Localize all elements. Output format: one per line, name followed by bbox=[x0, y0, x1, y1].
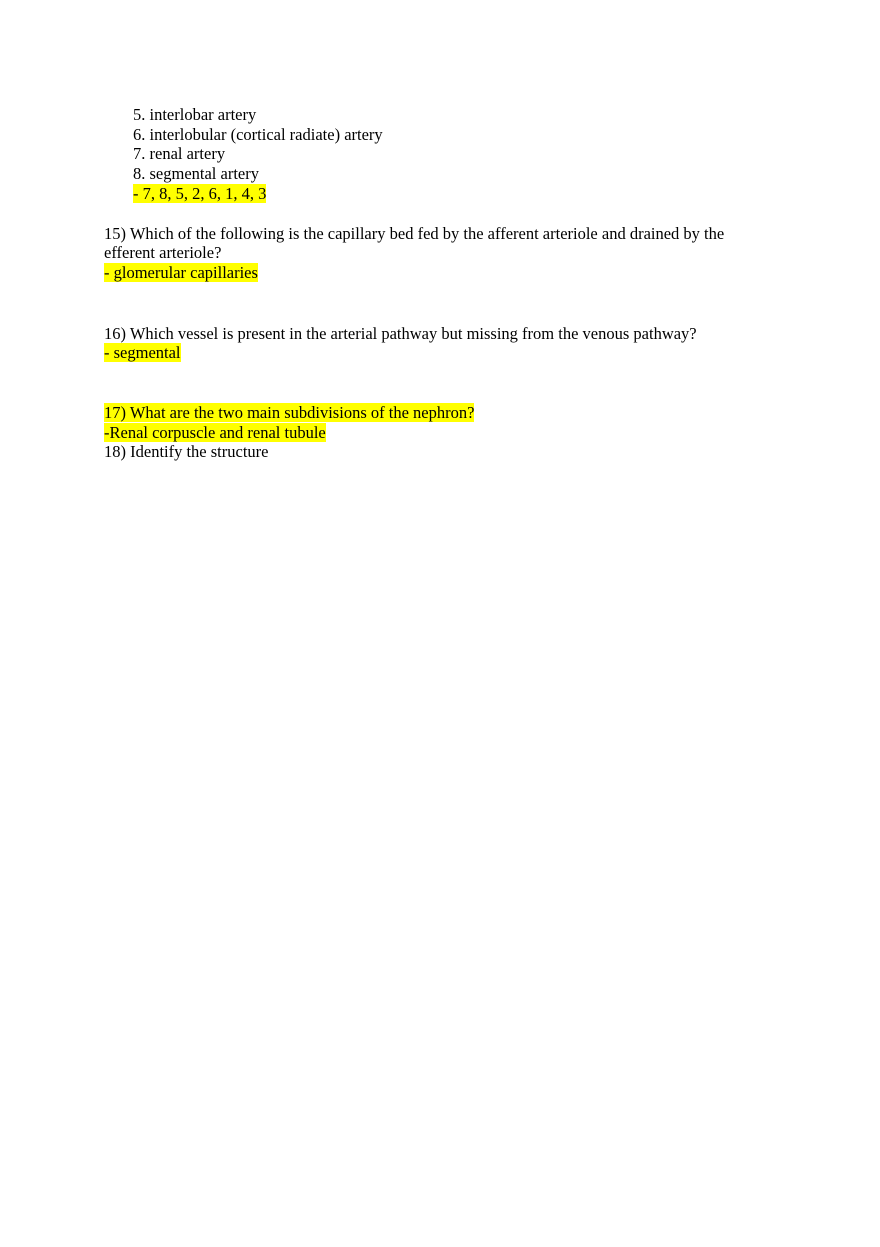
question-15-line-2: efferent arteriole? bbox=[104, 243, 222, 262]
question-15-line-1: 15) Which of the following is the capillary bed fed by the afferent arteriole and drained by the bbox=[104, 224, 725, 243]
question-17-highlight: 17) What are the two main subdivisions of the nephron? bbox=[104, 403, 475, 422]
question-16: 16) Which vessel is present in the arterial pathway but missing from the venous pathway? bbox=[104, 324, 697, 343]
answer-17 bbox=[104, 423, 326, 443]
answer-17-highlight: -Renal corpuscle and renal tubule bbox=[104, 423, 326, 442]
question-18: 18) Identify the structure bbox=[104, 442, 269, 461]
answer-16 bbox=[104, 343, 181, 363]
answer-15-highlight: - glomerular capillaries bbox=[104, 263, 258, 282]
list-item-interlobular: 6. interlobular (cortical radiate) artery bbox=[133, 125, 383, 144]
answer-14-highlight: - 7, 8, 5, 2, 6, 1, 4, 3 bbox=[133, 184, 267, 203]
answer-14 bbox=[133, 184, 266, 204]
list-item-segmental: 8. segmental artery bbox=[133, 164, 259, 183]
list-item-renal: 7. renal artery bbox=[133, 144, 226, 163]
answer-16-highlight: - segmental bbox=[104, 343, 181, 362]
question-17 bbox=[104, 403, 474, 423]
answer-15 bbox=[104, 263, 258, 283]
list-item-interlobar: 5. interlobar artery bbox=[133, 105, 257, 124]
